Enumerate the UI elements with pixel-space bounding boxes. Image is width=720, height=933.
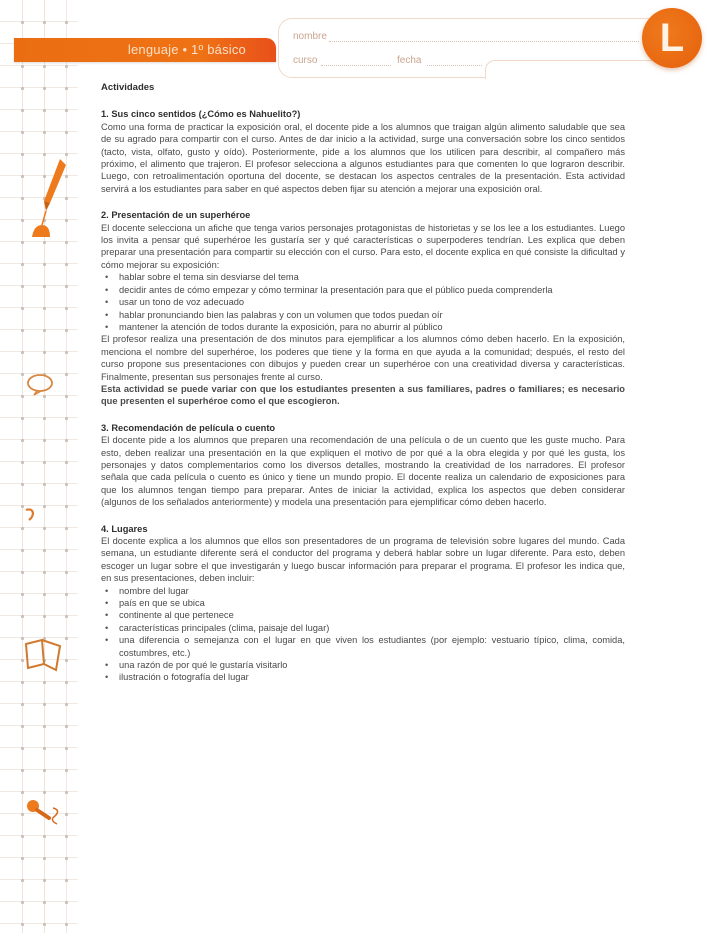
grid-dot [43, 703, 46, 706]
grid-dot [21, 351, 24, 354]
microphone-icon [25, 798, 65, 828]
list-item: • continente al que pertenece [119, 609, 625, 621]
grid-dot [43, 65, 46, 68]
grid-dot [21, 417, 24, 420]
list-item: • ilustración o fotografía del lugar [119, 671, 625, 683]
grid-dot [21, 439, 24, 442]
grid-dot [21, 175, 24, 178]
section-superhero [101, 209, 625, 408]
grid-dot [43, 681, 46, 684]
grid-dot [65, 593, 68, 596]
grid-dot [43, 791, 46, 794]
grid-dot [65, 329, 68, 332]
grid-dot [65, 263, 68, 266]
grid-dot [65, 307, 68, 310]
list-item: • hablar sobre el tema sin desviarse del tema [119, 271, 625, 283]
grid-dot [43, 835, 46, 838]
grid-dot [43, 527, 46, 530]
section-recommendation [101, 422, 625, 509]
grid-dot [65, 637, 68, 640]
grid-dot [43, 769, 46, 772]
grid-dot [21, 241, 24, 244]
list-item: • hablar pronunciando bien las palabras y con un volumen que todos puedan oír [119, 309, 625, 321]
grid-dot [21, 329, 24, 332]
grid-dot [21, 131, 24, 134]
grid-dot [65, 395, 68, 398]
grid-dot [65, 65, 68, 68]
grid-dot [21, 747, 24, 750]
grid-dot [21, 153, 24, 156]
section-paragraph: El docente pide a los alumnos que preparen una recomendación de una película o de un cuento que les guste mucho. Para esto, deben realizar una presentación en la que expliquen el motivo de por qué a la obra elegida y por qué les gusta, los personajes y datos complementarios como los diversos detalles, mostrando la creatividad de los narradores. El profesor señala que cada película o cuento es único y tiene un mundo propio. El docente realiza un calendario de exposiciones para que los alumnos tengan tiempo para preparar. Antes de iniciar la actividad, explica los aspectos que deben considerar (algunos de los señalados anteriormente) y modela una presentación para ejemplificar cómo deben hacerlo. [101, 435, 625, 508]
subject-banner [14, 38, 276, 62]
grid-dot [43, 747, 46, 750]
grid-dot [43, 571, 46, 574]
section-title: 3. Recomendación de película o cuento [101, 422, 276, 433]
grid-dot [21, 549, 24, 552]
grid-dot [21, 923, 24, 926]
grid-dot [43, 439, 46, 442]
grid-dot [43, 923, 46, 926]
grid-dot [43, 263, 46, 266]
date-label: fecha [397, 55, 422, 66]
grid-dot [65, 769, 68, 772]
list-item: • país en que se ubica [119, 597, 625, 609]
grid-dot [65, 351, 68, 354]
student-info-box [278, 18, 660, 78]
grid-dot [21, 87, 24, 90]
grid-dot [65, 285, 68, 288]
grid-dot [65, 417, 68, 420]
activities-document [101, 82, 625, 698]
section-title: 2. Presentación de un superhéroe [101, 210, 251, 221]
grid-dot [21, 461, 24, 464]
document-title: Actividades [101, 82, 155, 93]
grid-dot [21, 197, 24, 200]
speech-bubble-icon [25, 372, 55, 396]
grid-dot [21, 835, 24, 838]
grid-dot [43, 21, 46, 24]
grid-dot [65, 241, 68, 244]
grid-dot [43, 461, 46, 464]
grid-dot [21, 725, 24, 728]
open-book-icon [22, 638, 64, 672]
grid-dot [43, 901, 46, 904]
grid-dot [21, 571, 24, 574]
name-field[interactable] [329, 41, 639, 42]
grid-dot [65, 923, 68, 926]
date-field[interactable] [427, 65, 482, 66]
course-label: curso [293, 55, 318, 66]
grid-dot [21, 21, 24, 24]
grid-dot [43, 549, 46, 552]
list-item: • características principales (clima, paisaje del lugar) [119, 622, 625, 634]
section-places [101, 523, 625, 684]
grid-dot [43, 417, 46, 420]
section-paragraph: El profesor realiza una presentación de dos minutos para ejemplificar a los alumnos cómo deben hacerlo. En la exposición, menciona el nombre del superhéroe, los poderes que tiene y la forma en que ayuda a la comunidad; después, el resto del curso propone sus presentaciones con dibujos y pueden crear un superhéroe con una creatividad diversa y características. Finalmente, presentan sus personajes frente al curso. [101, 334, 625, 382]
grid-dot [43, 483, 46, 486]
grid-dot [21, 615, 24, 618]
lenguaje-badge: L [642, 8, 702, 68]
grid-dot [21, 791, 24, 794]
section-title: 4. Lugares [101, 523, 148, 534]
section-paragraph: El docente explica a los alumnos que ellos son presentadores de un programa de televisión sobre lugares del mundo. Cada semana, un estudiante diferente será el conductor del programa y deberá hablar sobre un lugar diferente. Para esto, deben escoger un lugar sobre el que investigarán y luego buscar información para preparar el programa. El profesor les indica que, en sus presentaciones, deben incluir: [101, 536, 625, 584]
grid-dot [21, 879, 24, 882]
grid-dot [65, 21, 68, 24]
grid-dot [65, 681, 68, 684]
grid-dot [65, 87, 68, 90]
grid-dot [43, 351, 46, 354]
grid-dot [21, 813, 24, 816]
grid-dot [21, 901, 24, 904]
grid-dot [65, 461, 68, 464]
grid-dot [43, 505, 46, 508]
grid-dot [21, 681, 24, 684]
section-five-senses [101, 108, 625, 195]
box-notch [485, 60, 661, 79]
grid-dot [21, 395, 24, 398]
grid-dot [43, 109, 46, 112]
name-label: nombre [293, 31, 327, 42]
grid-dot [65, 659, 68, 662]
grid-dot [65, 747, 68, 750]
grid-dot [65, 813, 68, 816]
grid-margin [0, 0, 78, 933]
pencil-icon [30, 155, 70, 240]
grid-dot [21, 769, 24, 772]
grid-dot [21, 527, 24, 530]
subject-grade-label: lenguaje • 1º básico [127, 42, 246, 57]
list-item: • usar un tono de voz adecuado [119, 296, 625, 308]
grid-dot [43, 725, 46, 728]
grid-dot [65, 703, 68, 706]
list-item: • nombre del lugar [119, 585, 625, 597]
grid-dot [43, 131, 46, 134]
criteria-list [101, 271, 625, 333]
grid-dot [65, 131, 68, 134]
grid-dot [65, 857, 68, 860]
grid-dot [43, 307, 46, 310]
list-item: • decidir antes de cómo empezar y cómo terminar la presentación para que el público pueda comprenderla [119, 284, 625, 296]
grid-dot [43, 329, 46, 332]
list-item: • una diferencia o semejanza con el lugar en que viven los estudiantes (por ejemplo: vestuario típico, clima, comida, costumbres, etc.) [119, 634, 625, 659]
grid-dot [65, 483, 68, 486]
grid-dot [65, 615, 68, 618]
list-item: • una razón de por qué le gustaría visitarlo [119, 659, 625, 671]
grid-dot [65, 791, 68, 794]
grid-dot [43, 593, 46, 596]
presentation-items-list [101, 585, 625, 684]
grid-dot [65, 505, 68, 508]
grid-dot [21, 65, 24, 68]
grid-dot [43, 87, 46, 90]
grid-dot [65, 109, 68, 112]
grid-dot [65, 549, 68, 552]
grid-dot [65, 835, 68, 838]
section-paragraph: Como una forma de practicar la exposición oral, el docente pide a los alumnos que traigan algún alimento saludable que sea de su agrado para compartir con el curso. Antes de dar inicio a la actividad, surge una conversación sobre los cinco sentidos (tacto, vista, olfato, gusto y oído). Posteriormente, pide a los alumnos que los utilicen para describir, al compañero más próximo, el alimento que trajeron. El profesor selecciona a algunos estudiantes para que comenten lo que lograron describir. Luego, con retroalimentación oportuna del docente, se destacan los aspectos centrales de la presentación. Esta actividad servirá a los estudiantes para saber en qué aspectos deben fijar su atención a mejorar una exposición oral. [101, 121, 625, 194]
grid-dot [43, 285, 46, 288]
grid-dot [21, 373, 24, 376]
grid-dot [65, 725, 68, 728]
grid-dot [21, 263, 24, 266]
grid-dot [43, 615, 46, 618]
section-closing: Esta actividad se puede variar con que los estudiantes presenten a sus familiares, padres o familiares; es necesario que presenten el superhéroe como el que escogieron. [101, 383, 625, 407]
grid-dot [65, 879, 68, 882]
course-field[interactable] [321, 65, 391, 66]
grid-dot [21, 109, 24, 112]
grid-dot [65, 527, 68, 530]
quote-mark-icon [24, 508, 36, 522]
grid-dot [21, 219, 24, 222]
grid-dot [21, 285, 24, 288]
grid-dot [21, 307, 24, 310]
grid-dot [65, 901, 68, 904]
grid-dot [21, 593, 24, 596]
list-item: • mantener la atención de todos durante la exposición, para no aburrir al público [119, 321, 625, 333]
grid-dot [65, 571, 68, 574]
grid-dot [21, 857, 24, 860]
section-title: 1. Sus cinco sentidos (¿Cómo es Nahuelito?) [101, 109, 301, 120]
grid-dot [65, 373, 68, 376]
section-paragraph: El docente selecciona un afiche que tenga varios personajes protagonistas de historietas y se los lee a los estudiantes. Luego los invita a pensar qué superhéroe les gustaría ser y qué características o superpoderes tendrían. Les explica que deben preparar una presentación para compartir su elección con el curso. Para esto, el docente explica en qué consiste la dificultad y cómo mejorar su exposición: [101, 222, 625, 270]
grid-dot [21, 483, 24, 486]
grid-dot [43, 857, 46, 860]
grid-dot [65, 439, 68, 442]
grid-dot [21, 703, 24, 706]
grid-dot [43, 879, 46, 882]
grid-dot [43, 241, 46, 244]
